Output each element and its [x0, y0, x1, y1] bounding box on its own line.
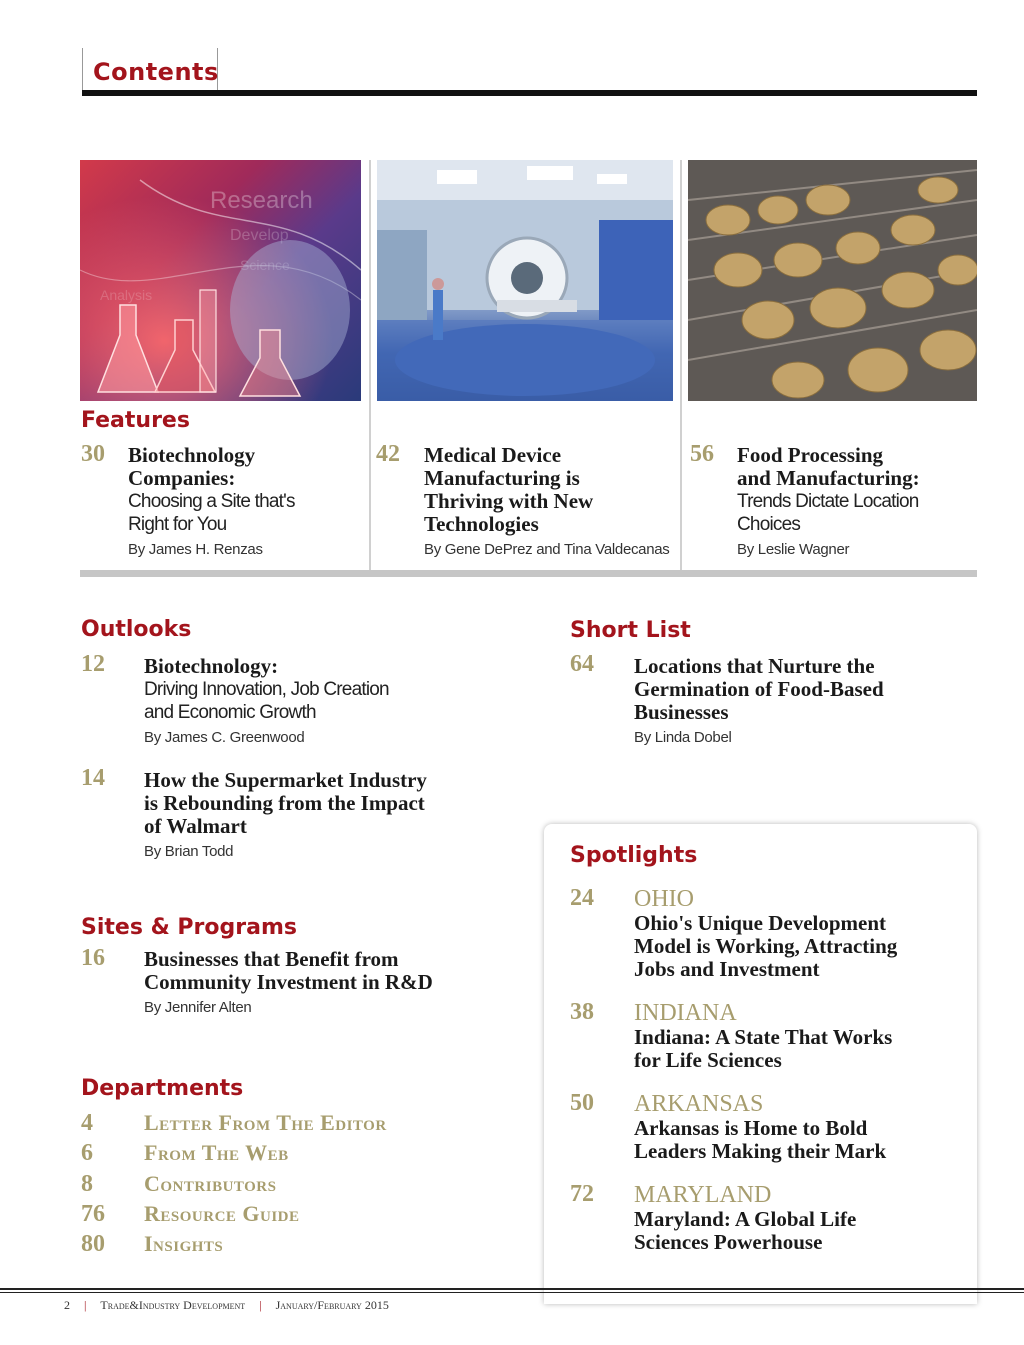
entry-title: Medical Device [424, 443, 562, 467]
department-contributors[interactable]: Contributors [144, 1171, 277, 1196]
page-number: 12 [81, 651, 105, 677]
page-number: 72 [570, 1181, 594, 1207]
spotlight-state: ARKANSAS [634, 1091, 764, 1117]
feature-image-food-processing [688, 160, 977, 401]
page-footer [64, 1298, 389, 1313]
entry-title: Biotechnology [128, 443, 256, 467]
column-divider [369, 160, 371, 572]
entry-title: Jobs and Investment [634, 957, 820, 981]
entry-title: Sciences Powerhouse [634, 1230, 823, 1254]
outlook-entry-supermarket[interactable] [144, 769, 504, 861]
header-rule [82, 90, 977, 96]
entry-title: Locations that Nurture the [634, 654, 875, 678]
entry-title: Maryland: A Global Life [634, 1207, 857, 1231]
entry-subtitle: Trends Dictate Location Choices [737, 491, 919, 535]
entry-title: Businesses that Benefit from [144, 947, 399, 971]
page-number: 42 [376, 441, 400, 467]
feature-image-medical-device [377, 160, 673, 401]
spotlight-entry-maryland[interactable] [634, 1183, 964, 1254]
page-number: 4 [81, 1110, 93, 1136]
entry-byline: By Jennifer Alten [144, 999, 252, 1016]
page-number: 16 [81, 945, 105, 971]
feature-image-biotech [80, 160, 361, 401]
spotlight-entry-indiana[interactable] [634, 1001, 964, 1072]
page-number: 24 [570, 885, 594, 911]
page-number: 80 [81, 1231, 105, 1257]
departments-heading: Departments [81, 1076, 244, 1101]
entry-title: Leaders Making their Mark [634, 1139, 887, 1163]
entry-byline: By Linda Dobel [634, 729, 732, 746]
entry-title: is Rebounding from the Impact [144, 791, 425, 815]
spotlights-heading: Spotlights [570, 843, 698, 868]
entry-title: and Manufacturing: [737, 466, 920, 490]
short-list-entry[interactable] [634, 655, 974, 747]
entry-title: Community Investment in R&D [144, 970, 433, 994]
short-list-heading: Short List [570, 618, 691, 643]
feature-entry-biotech[interactable] [128, 444, 358, 559]
entry-title: Food Processing [737, 443, 884, 467]
entry-byline: By Brian Todd [144, 843, 234, 860]
sites-programs-heading: Sites & Programs [81, 915, 297, 940]
page-number: 8 [81, 1171, 93, 1197]
spotlight-entry-ohio[interactable] [634, 887, 964, 981]
entry-byline: By Gene DePrez and Tina Valdecanas [424, 541, 670, 558]
entry-byline: By James C. Greenwood [144, 729, 305, 746]
page-title: Contents [93, 58, 219, 86]
footer-rule [0, 1292, 1024, 1293]
entry-title: Technologies [424, 512, 539, 536]
entry-subtitle: Driving Innovation, Job Creation [144, 679, 389, 700]
entry-title: Businesses [634, 700, 729, 724]
features-bottom-rule [80, 570, 977, 577]
footer-separator: | [84, 1298, 87, 1312]
features-heading: Features [81, 408, 190, 433]
entry-title: of Walmart [144, 814, 247, 838]
page-number: 14 [81, 765, 105, 791]
footer-publication: Trade&Industry Development [100, 1298, 246, 1312]
spotlight-state: OHIO [634, 886, 694, 912]
outlooks-heading: Outlooks [81, 617, 192, 642]
svg-text:Science: Science [240, 257, 290, 273]
department-insights[interactable]: Insights [144, 1231, 224, 1256]
sites-programs-entry[interactable] [144, 948, 524, 1017]
entry-subtitle: Right for You [128, 514, 227, 535]
entry-title: Companies: [128, 466, 236, 490]
svg-text:Research: Research [210, 187, 313, 214]
page-number: 38 [570, 999, 594, 1025]
feature-entry-medical-device[interactable] [424, 444, 678, 559]
department-resource-guide[interactable]: Resource Guide [144, 1201, 300, 1226]
department-from-the-web[interactable]: From The Web [144, 1140, 289, 1165]
feature-entry-food-processing[interactable] [737, 444, 977, 559]
entry-title: Arkansas is Home to Bold [634, 1116, 868, 1140]
outlook-entry-biotech[interactable] [144, 655, 484, 747]
entry-title: Biotechnology: [144, 654, 279, 678]
entry-title: Indiana: A State That Works [634, 1025, 893, 1049]
entry-byline: By Leslie Wagner [737, 541, 850, 558]
entry-title: Germination of Food-Based [634, 677, 884, 701]
page-number: 56 [690, 441, 714, 467]
page-number: 50 [570, 1090, 594, 1116]
page-number: 64 [570, 651, 594, 677]
page-number: 30 [81, 441, 105, 467]
page-number: 76 [81, 1201, 105, 1227]
footer-rule [0, 1288, 1024, 1290]
spotlight-state: INDIANA [634, 1000, 737, 1026]
entry-title: for Life Sciences [634, 1048, 782, 1072]
spotlight-entry-arkansas[interactable] [634, 1092, 964, 1163]
svg-text:Develop: Develop [230, 227, 289, 244]
svg-text:Analysis: Analysis [100, 287, 153, 303]
entry-byline: By James H. Renzas [128, 541, 263, 558]
department-letter-from-editor[interactable]: Letter From The Editor [144, 1110, 387, 1135]
entry-title: Manufacturing is [424, 466, 580, 490]
entry-title: Thriving with New [424, 489, 594, 513]
spotlight-state: MARYLAND [634, 1182, 772, 1208]
footer-page-number: 2 [64, 1298, 70, 1312]
entry-subtitle: and Economic Growth [144, 702, 316, 723]
entry-title: How the Supermarket Industry [144, 768, 427, 792]
page-number: 6 [81, 1140, 93, 1166]
entry-title: Ohio's Unique Development [634, 911, 887, 935]
footer-separator: | [259, 1298, 262, 1312]
entry-title: Model is Working, Attracting [634, 934, 898, 958]
column-divider [680, 160, 682, 572]
entry-subtitle: Choosing a Site that's [128, 491, 295, 512]
footer-issue: January/February 2015 [275, 1298, 389, 1312]
